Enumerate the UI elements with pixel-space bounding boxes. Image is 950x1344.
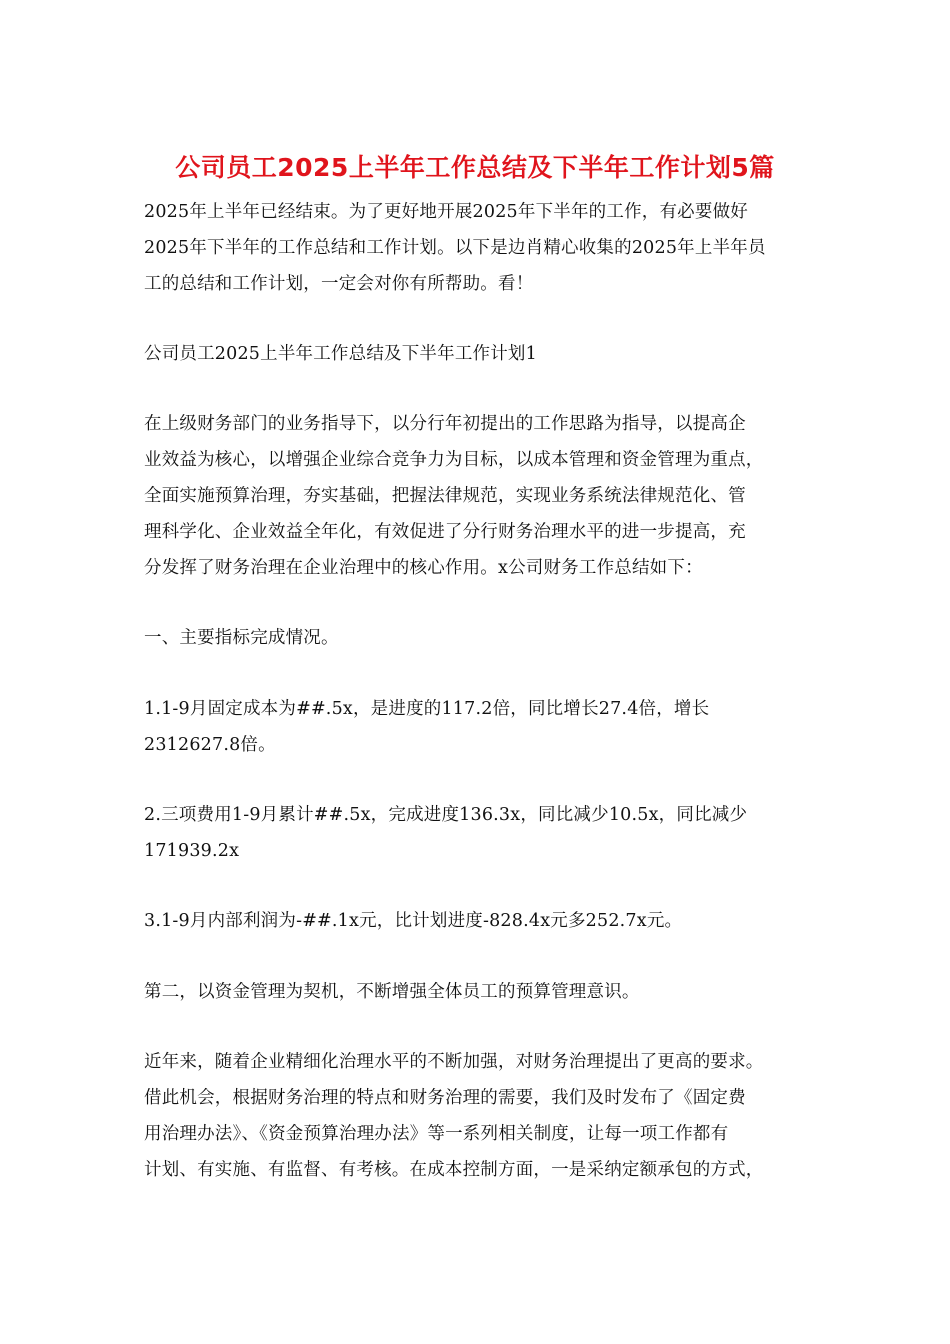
intro-line: 2025年上半年已经结束。为了更好地开展2025年下半年的工作，有必要做好 [144,202,748,222]
paragraph-line: 业效益为核心，以增强企业综合竞争力为目标，以成本管理和资金管理为重点， [144,450,764,470]
intro-line: 2025年下半年的工作总结和工作计划。以下是边肖精心收集的2025年上半年员 [144,238,766,258]
list-item-line: 1.1-9月固定成本为##.5x，是进度的117.2倍，同比增长27.4倍，增长 [144,699,710,719]
intro-line: 工的总结和工作计划，一定会对你有所帮助。看！ [144,274,534,294]
list-item-line: 2.三项费用1-9月累计##.5x，完成进度136.3x，同比减少10.5x，同比减少 [144,805,748,825]
paragraph-line: 在上级财务部门的业务指导下，以分行年初提出的工作思路为指导，以提高企 [144,414,746,434]
list-item-line: 3.1-9月内部利润为-##.1x元，比计划进度-828.4x元多252.7x元。 [144,911,683,931]
paragraph-line: 全面实施预算治理，夯实基础，把握法律规范，实现业务系统法律规范化、管 [144,486,746,506]
paragraph-line: 近年来，随着企业精细化治理水平的不断加强，对财务治理提出了更高的要求。 [144,1052,764,1072]
paragraph-line: 分发挥了财务治理在企业治理中的核心作用。x公司财务工作总结如下： [144,558,703,578]
paragraph-line: 借此机会，根据财务治理的特点和财务治理的需要，我们及时发布了《固定费 [144,1088,746,1108]
list-item-line: 171939.2x [144,841,240,861]
section-subheading: 公司员工2025上半年工作总结及下半年工作计划1 [144,344,537,364]
paragraph-line: 用治理办法》、《资金预算治理办法》等一系列相关制度，让每一项工作都有 [144,1124,729,1144]
paragraph-line: 理科学化、企业效益全年化，有效促进了分行财务治理水平的进一步提高，充 [144,522,746,542]
section-heading: 第二，以资金管理为契机，不断增强全体员工的预算管理意识。 [144,982,640,1002]
document-title: 公司员工2025上半年工作总结及下半年工作计划5篇 [175,153,775,182]
list-item-line: 2312627.8倍。 [144,735,276,755]
paragraph-line: 计划、有实施、有监督、有考核。在成本控制方面，一是采纳定额承包的方式， [144,1160,764,1180]
section-heading: 一、主要指标完成情况。 [144,628,339,648]
